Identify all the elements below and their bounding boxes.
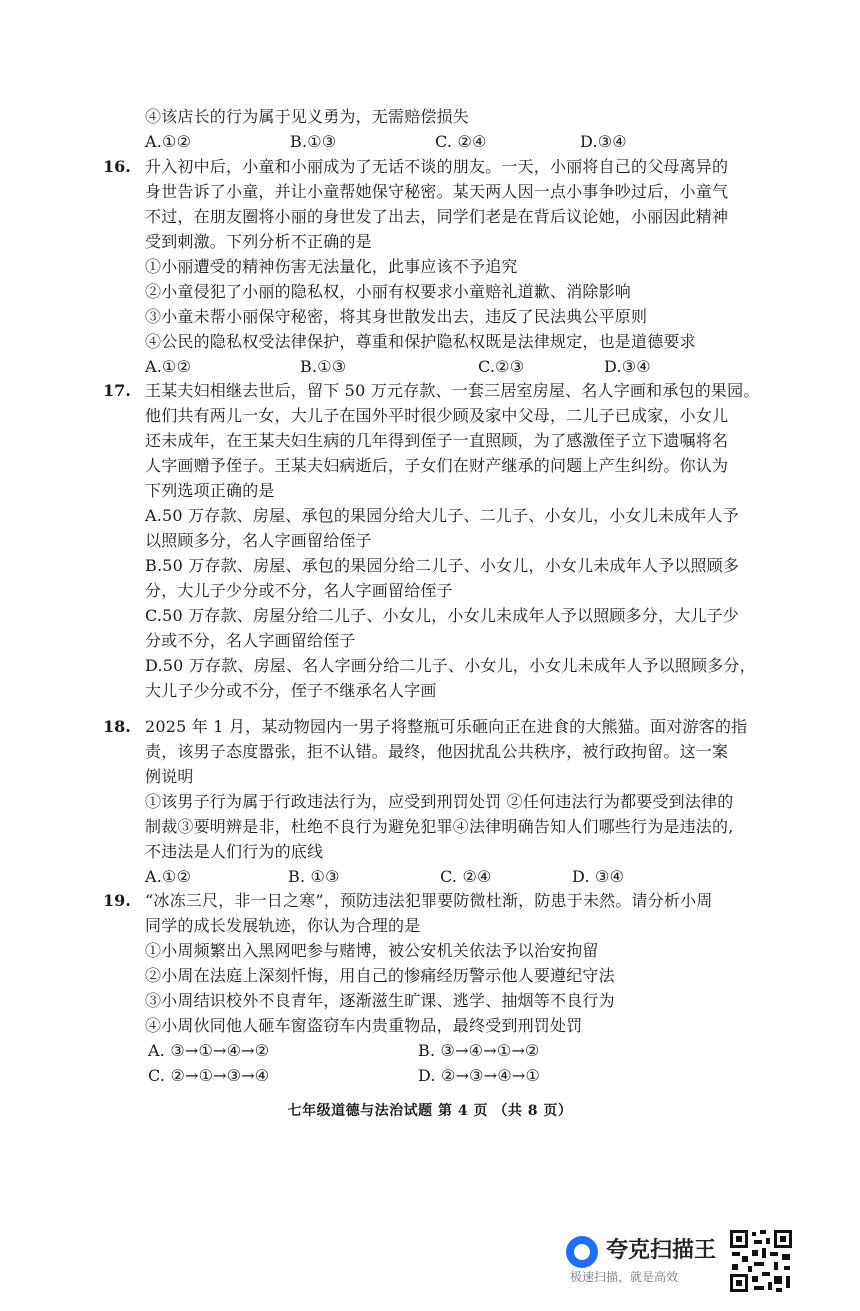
q16-stem-line: 受到刺激。下列分析不正确的是	[145, 232, 372, 251]
q15-option-4: ④该店长的行为属于见义勇为，无需赔偿损失	[145, 107, 470, 126]
q19-option: ①小周频繁出入黑网吧参与赌博，被公安机关依法予以治安拘留	[145, 941, 599, 960]
q17-option-line: 分或不分，名人字画留给侄子	[145, 631, 356, 650]
q19-choice-b: B. ③→④→①→②	[418, 1041, 540, 1060]
q18-stem-line: 例说明	[145, 767, 194, 786]
q18-stem-line: 2025 年 1 月，某动物园内一男子将整瓶可乐砸向正在进食的大熊猫。面对游客的指	[145, 717, 748, 736]
q17-option-line: C.50 万存款、房屋分给二儿子、小女儿，小女儿未成年人予以照顾多分，大儿子少	[145, 606, 740, 625]
q19-number: 19.	[103, 891, 131, 910]
q18-number: 18.	[103, 717, 131, 736]
q19-choice-c: C. ②→①→③→④	[148, 1066, 270, 1085]
q19-choice-a: A. ③→①→④→②	[148, 1041, 270, 1060]
q16-option: ②小童侵犯了小丽的隐私权，小丽有权要求小童赔礼道歉、消除影响	[145, 282, 632, 301]
qr-code-icon	[728, 1228, 794, 1294]
q19-choice-d: D. ②→③→④→①	[418, 1066, 541, 1085]
q15-choice-a: A.①②	[145, 132, 192, 151]
q18-choice-a: A.①②	[145, 867, 192, 886]
q18-choice-d: D. ③④	[572, 867, 625, 886]
page-footer: 七年级道德与法治试题 第 4 页 （共 8 页）	[287, 1103, 573, 1119]
q17-stem-line: 还未成年，在王某夫妇生病的几年得到侄子一直照顾，为了感激侄子立下遗嘱将名	[145, 431, 729, 450]
q16-option: ④公民的隐私权受法律保护，尊重和保护隐私权既是法律规定，也是道德要求	[145, 332, 696, 351]
q17-stem-line: 人字画赠予侄子。王某夫妇病逝后，子女们在财产继承的问题上产生纠纷。你认为	[145, 456, 729, 475]
q16-choice-b: B.①③	[300, 357, 347, 376]
q16-option: ①小丽遭受的精神伤害无法量化，此事应该不予追究	[145, 257, 518, 276]
q16-choice-a: A.①②	[145, 357, 192, 376]
q16-stem-line: 不过，在朋友圈将小丽的身世发了出去，同学们老是在背后议论她，小丽因此精神	[145, 207, 729, 226]
q18-option-line: 不违法是人们行为的底线	[145, 842, 324, 861]
brand-name: 夸克扫描王	[606, 1238, 717, 1263]
q17-option-line: D.50 万存款、房屋、名人字画分给二儿子、小女儿，小女儿未成年人予以照顾多分，	[145, 656, 756, 675]
q18-stem-line: 责，该男子态度嚣张，拒不认错。最终，他因扰乱公共秩序，被行政拘留。这一案	[145, 742, 729, 761]
q17-option-line: 大儿子少分或不分，侄子不继承名人字画	[145, 681, 437, 700]
q18-choice-b: B. ①③	[288, 867, 340, 886]
q18-option-line: ①该男子行为属于行政违法行为，应受到刑罚处罚 ②任何违法行为都要受到法律的	[145, 792, 734, 811]
q16-choice-d: D.③④	[604, 357, 651, 376]
q18-option-line: 制裁③要明辨是非，杜绝不良行为避免犯罪④法律明确告知人们哪些行为是违法的,	[145, 817, 734, 836]
q16-stem-line: 身世告诉了小童，并让小童帮她保守秘密。某天两人因一点小事争吵过后，小童气	[145, 182, 729, 201]
q19-option: ②小周在法庭上深刻忏悔，用自己的惨痛经历警示他人要遵纪守法	[145, 966, 615, 985]
q17-option-line: B.50 万存款、房屋、承包的果园分给二儿子、小女儿，小女儿未成年人予以照顾多	[145, 556, 740, 575]
q17-number: 17.	[103, 381, 131, 400]
q19-option: ④小周伙同他人砸车窗盗窃车内贵重物品，最终受到刑罚处罚	[145, 1016, 583, 1035]
scanner-watermark	[566, 1232, 726, 1282]
q15-choice-c: C. ②④	[435, 132, 487, 151]
q17-stem-line: 他们共有两儿一女，大儿子在国外平时很少顾及家中父母，二儿子已成家，小女儿	[145, 406, 729, 425]
q17-option-line: 以照顾多分，名人字画留给侄子	[145, 531, 372, 550]
q16-number: 16.	[103, 157, 131, 176]
quark-logo-icon	[566, 1236, 598, 1268]
q17-option-line: 分，大儿子少分或不分，名人字画留给侄子	[145, 581, 453, 600]
q15-choice-b: B.①③	[290, 132, 337, 151]
brand-slogan: 极速扫描，就是高效	[570, 1270, 679, 1284]
q19-option: ③小周结识校外不良青年，逐渐滋生旷课、逃学、抽烟等不良行为	[145, 991, 615, 1010]
q17-stem-line: 下列选项正确的是	[145, 481, 275, 500]
q15-choice-d: D.③④	[580, 132, 627, 151]
q16-option: ③小童未帮小丽保守秘密，将其身世散发出去，违反了民法典公平原则	[145, 307, 648, 326]
q18-choice-c: C. ②④	[440, 867, 492, 886]
q17-option-line: A.50 万存款、房屋、承包的果园分给大儿子、二儿子、小女儿，小女儿未成年人予	[145, 506, 739, 525]
q19-stem-line: 同学的成长发展轨迹，你认为合理的是	[145, 916, 421, 935]
q16-stem-line: 升入初中后，小童和小丽成为了无话不谈的朋友。一天，小丽将自己的父母离异的	[145, 157, 729, 176]
q19-stem-line: “冰冻三尺，非一日之寒”，预防违法犯罪要防微杜渐，防患于未然。请分析小周	[145, 891, 713, 910]
q16-choice-c: C.②③	[478, 357, 525, 376]
q17-stem-line: 王某夫妇相继去世后，留下 50 万元存款、一套三居室房屋、名人字画和承包的果园。	[145, 381, 760, 400]
